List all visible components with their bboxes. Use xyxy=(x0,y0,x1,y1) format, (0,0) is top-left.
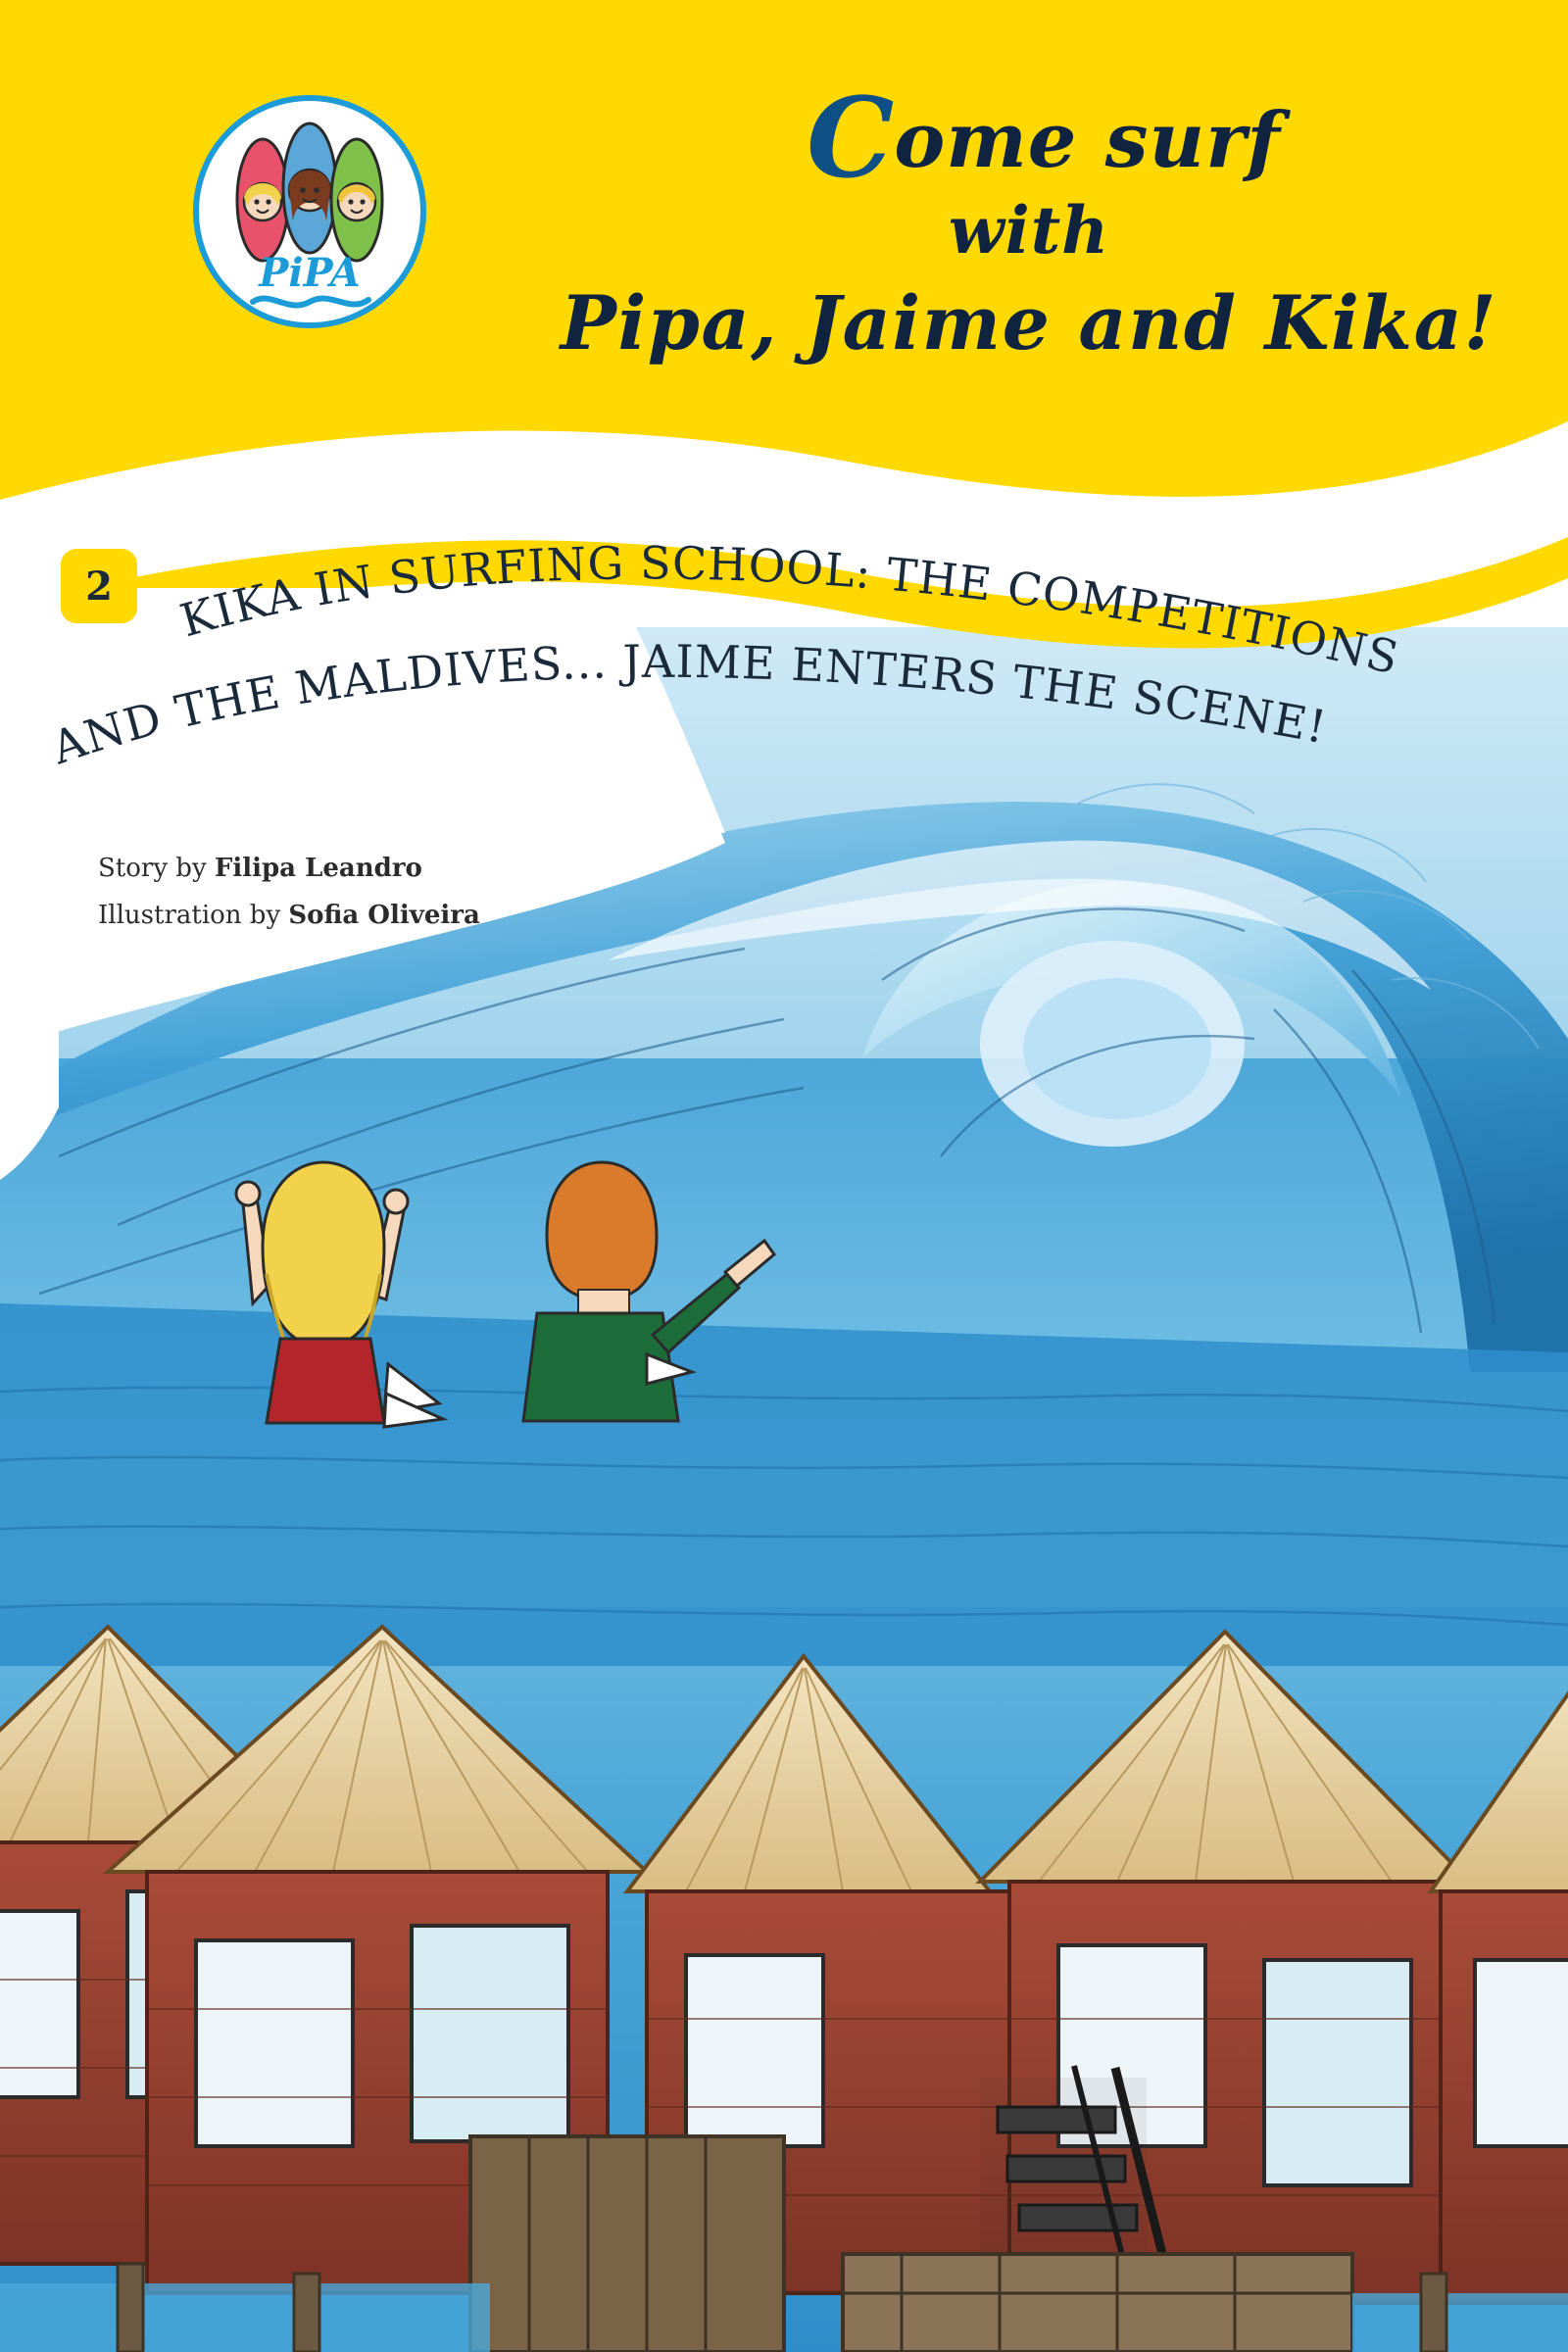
title-dropcap: C xyxy=(807,74,895,203)
credit-story-name: Filipa Leandro xyxy=(214,854,422,883)
logo-brand-text: PiPA xyxy=(259,250,361,296)
svg-text:AND THE MALDIVES... JAIME ENTE xyxy=(44,635,1331,775)
credits-block xyxy=(98,845,480,939)
credit-story-label: Story by xyxy=(98,854,215,883)
pipa-logo xyxy=(192,94,427,329)
title-line-2: with xyxy=(948,192,1110,269)
credit-illustration xyxy=(98,892,480,939)
credit-story xyxy=(98,845,480,892)
title-line-3: Pipa, Jaime and Kika! xyxy=(560,279,1498,367)
cover-subtitle xyxy=(0,529,1568,843)
title-line-1 xyxy=(549,74,1509,203)
logo-face-right xyxy=(338,183,375,220)
credit-illustration-label: Illustration by xyxy=(98,901,289,930)
issue-number-text: 2 xyxy=(85,563,113,610)
credit-illustration-name: Sofia Oliveira xyxy=(288,901,480,930)
subtitle-line-1: KIKA IN SURFING SCHOOL: THE COMPETITIONS xyxy=(174,536,1404,685)
cover-title xyxy=(549,74,1509,427)
title-line-1-text: ome surf xyxy=(894,96,1281,185)
subtitle-line-2: AND THE MALDIVES... JAIME ENTERS THE SCENE! xyxy=(44,634,1332,775)
logo-face-left xyxy=(244,183,281,220)
